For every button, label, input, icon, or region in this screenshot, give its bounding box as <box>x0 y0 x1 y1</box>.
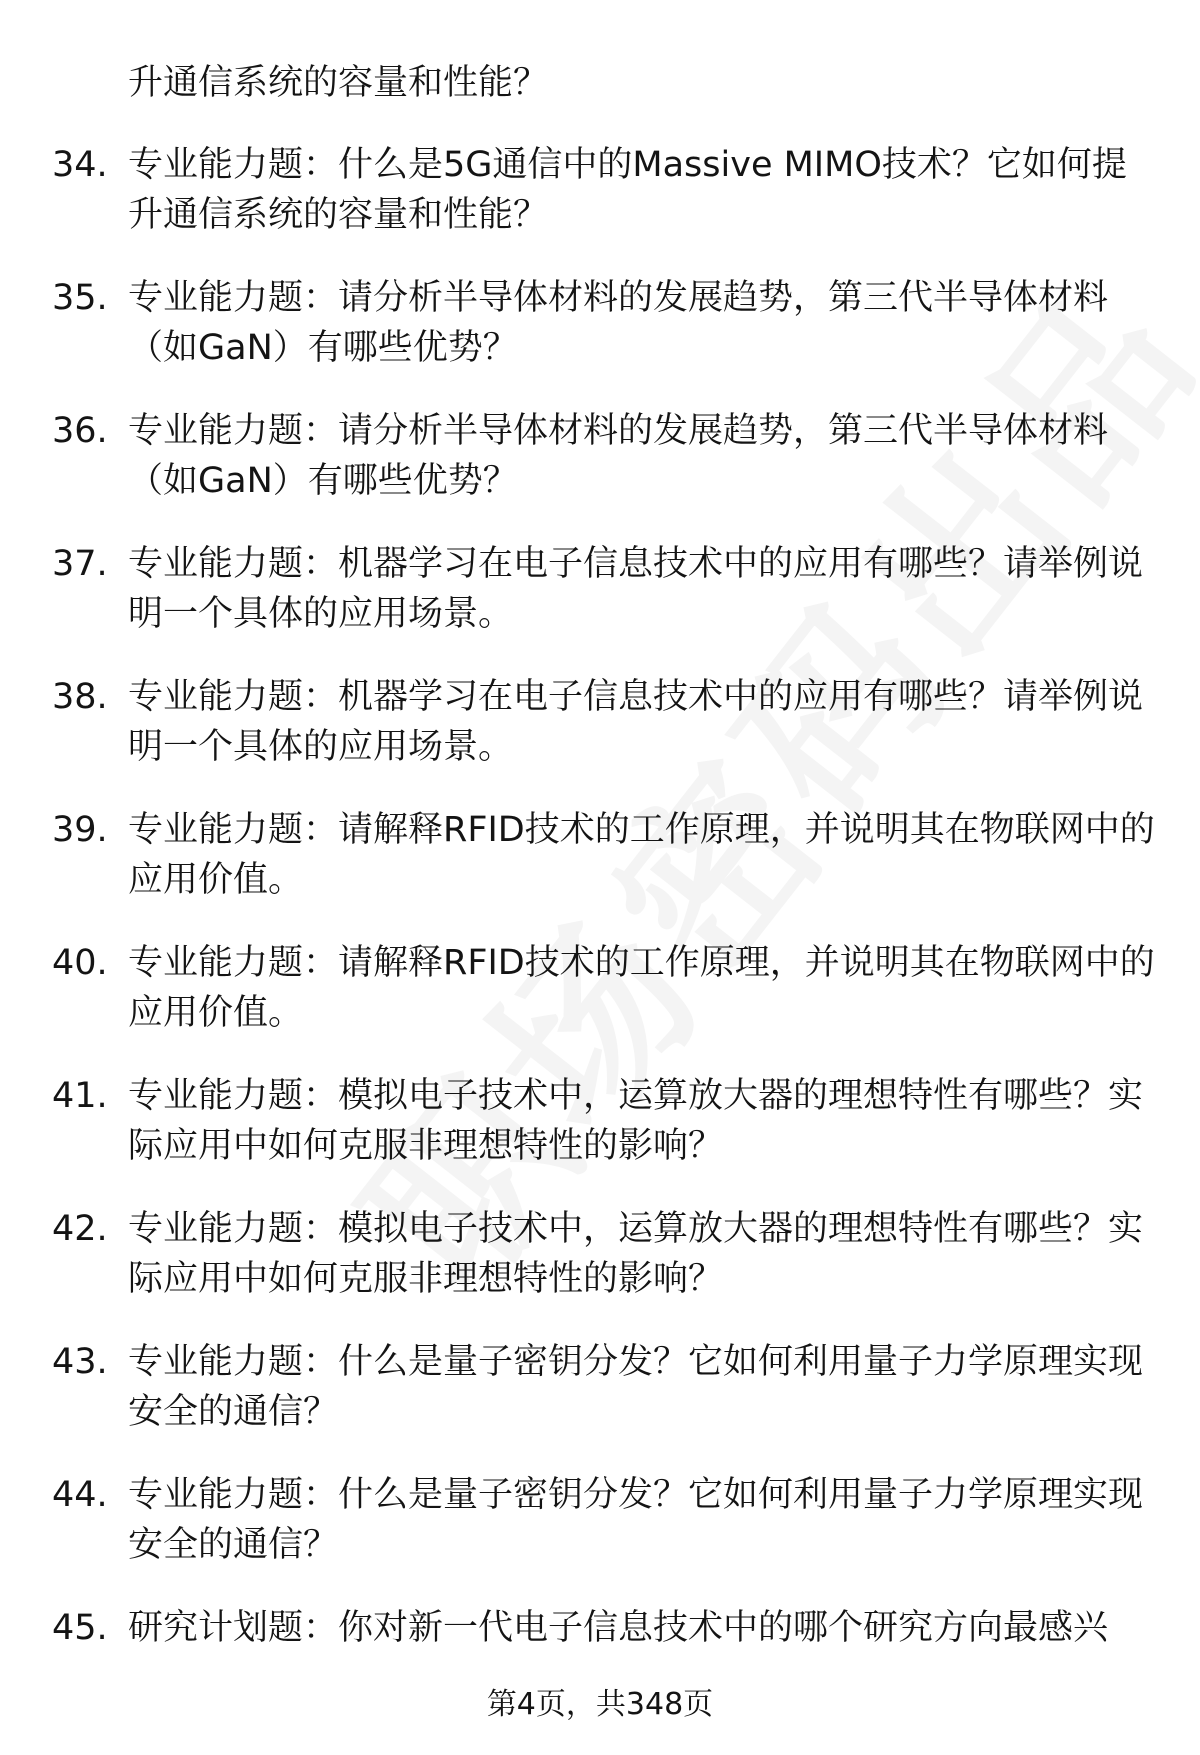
question-text: 专业能力题：机器学习在电子信息技术中的应用有哪些？请举例说明一个具体的应用场景。 <box>128 544 1144 634</box>
question-number: 37. <box>52 544 108 584</box>
question-number: 45. <box>52 1608 108 1648</box>
question-item <box>0 1204 1200 1337</box>
question-text: 专业能力题：什么是量子密钥分发？它如何利用量子力学原理实现安全的通信？ <box>128 1475 1144 1565</box>
question-list <box>0 140 1200 1736</box>
question-text: 专业能力题：请分析半导体材料的发展趋势，第三代半导体材料（如GaN）有哪些优势？ <box>128 278 1109 368</box>
question-item <box>0 539 1200 672</box>
question-number: 38. <box>52 677 108 717</box>
question-number: 43. <box>52 1342 108 1382</box>
question-number: 42. <box>52 1209 108 1249</box>
question-item <box>0 1470 1200 1603</box>
question-item <box>0 805 1200 938</box>
continuation-text: 升通信系统的容量和性能？ <box>128 63 549 103</box>
question-number: 41. <box>52 1076 108 1116</box>
question-text: 专业能力题：什么是量子密钥分发？它如何利用量子力学原理实现安全的通信？ <box>128 1342 1144 1432</box>
question-number: 44. <box>52 1475 108 1515</box>
question-item <box>0 938 1200 1071</box>
question-text: 专业能力题：什么是5G通信中的Massive MIMO技术？它如何提升通信系统的容量和性能？ <box>128 145 1127 235</box>
question-item <box>0 1071 1200 1204</box>
question-text: 专业能力题：请解释RFID技术的工作原理，并说明其在物联网中的应用价值。 <box>128 943 1155 1033</box>
question-text: 专业能力题：模拟电子技术中，运算放大器的理想特性有哪些？实际应用中如何克服非理想特性的影响？ <box>128 1209 1144 1299</box>
page-footer: 第4页，共348页 <box>486 1687 714 1722</box>
question-text: 专业能力题：请分析半导体材料的发展趋势，第三代半导体材料（如GaN）有哪些优势？ <box>128 411 1109 501</box>
question-item <box>0 672 1200 805</box>
question-item <box>0 1337 1200 1470</box>
question-text: 专业能力题：机器学习在电子信息技术中的应用有哪些？请举例说明一个具体的应用场景。 <box>128 677 1144 767</box>
question-number: 35. <box>52 278 108 318</box>
question-text: 研究计划题：你对新一代电子信息技术中的哪个研究方向最感兴 <box>128 1608 1109 1648</box>
question-number: 36. <box>52 411 108 451</box>
question-item <box>0 273 1200 406</box>
question-number: 34. <box>52 145 108 185</box>
question-text: 专业能力题：请解释RFID技术的工作原理，并说明其在物联网中的应用价值。 <box>128 810 1155 900</box>
question-text: 专业能力题：模拟电子技术中，运算放大器的理想特性有哪些？实际应用中如何克服非理想特性的影响？ <box>128 1076 1144 1166</box>
question-item <box>0 140 1200 273</box>
question-item <box>0 406 1200 539</box>
question-number: 40. <box>52 943 108 983</box>
question-number: 39. <box>52 810 108 850</box>
